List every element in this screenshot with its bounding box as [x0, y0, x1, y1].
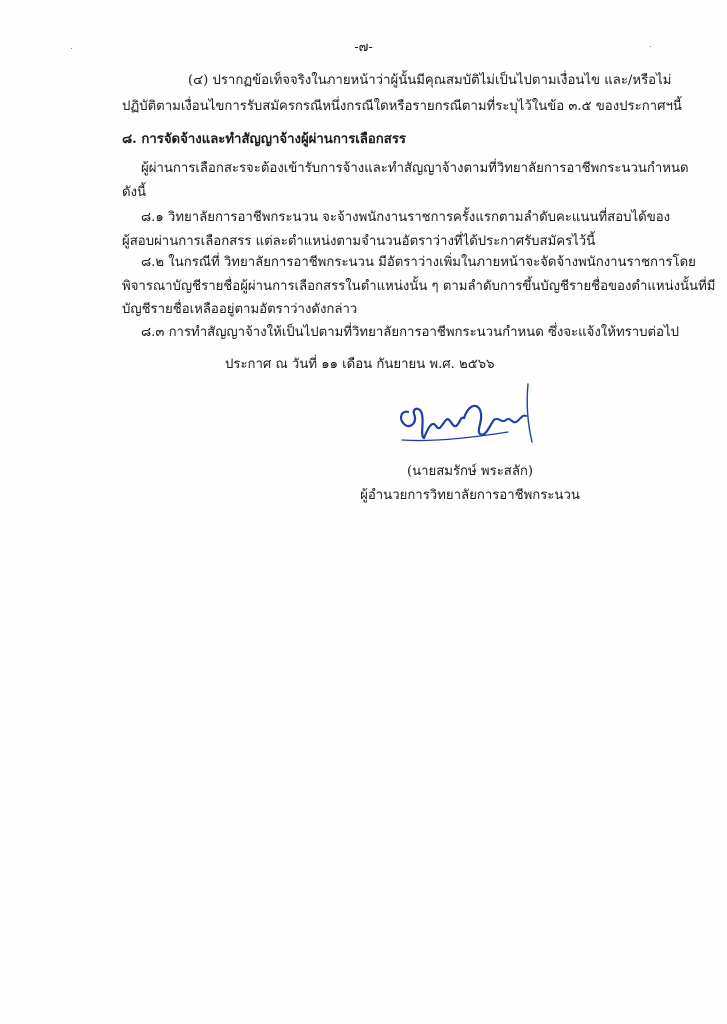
signer-title: ผู้อำนวยการวิทยาลัยการอาชีพกระนวน [360, 488, 580, 503]
section8-item3-line1: ๘.๓ การทำสัญญาจ้างให้เป็นไปตามที่วิทยาลัยการอาชีพกระนวนกำหนด ซึ่งจะแจ้งให้ทราบต่อไป [141, 325, 679, 340]
section8-item2-line3: บัญชีรายชื่อเหลืออยู่ตามอัตราว่างดังกล่าว [122, 302, 358, 317]
section8-intro-line1: ผู้ผ่านการเลือกสะรจะต้องเข้ารับการจ้างและทำสัญญาจ้างตามที่วิทยาลัยการอาชีพกระนวนกำหนด [141, 161, 689, 176]
scan-speck [650, 46, 651, 47]
section8-heading: ๘. การจัดจ้างและทำสัญญาจ้างผู้ผ่านการเลือกสรร [122, 132, 407, 147]
scan-speck [71, 48, 72, 49]
announcement-date: ประกาศ ณ วันที่ ๑๑ เดือน กันยายน พ.ศ. ๒๕๖๖ [225, 357, 495, 372]
section8-item2-line2: พิจารณาบัญชีรายชื่อผู้ผ่านการเลือกสรรในตำแหน่งนั้น ๆ ตามลำดับการขึ้นบัญชีรายชื่อของตำแหน่งนั้นที่มี [122, 279, 716, 294]
section4-item-line1: (๔) ปรากฏข้อเท็จจริงในภายหน้าว่าผู้นั้นมีคุณสมบัติไม่เป็นไปตามเงื่อนไข และ/หรือไม่ [188, 73, 672, 88]
signer-name: (นายสมรักษ์ พระสลัก) [406, 464, 534, 479]
section8-item2-line1: ๘.๒ ในกรณีที่ วิทยาลัยการอาชีพกระนวน มีอัตราว่างเพิ่มในภายหน้าจะจัดจ้างพนักงานราชการโดย [141, 255, 696, 270]
section4-item-line2: ปฏิบัติตามเงื่อนไขการรับสมัครกรณีหนึ่งกรณีใดหรือรายกรณีตามที่ระบุไว้ในข้อ ๓.๕ ของประกาศฯนี้ [122, 99, 682, 114]
section8-item1-line1: ๘.๑ วิทยาลัยการอาชีพกระนวน จะจ้างพนักงานราชการครั้งแรกตามลำดับคะแนนที่สอบได้ของ [141, 210, 671, 225]
section8-item1-line2: ผู้สอบผ่านการเลือกสรร แต่ละตำแหน่งตามจำนวนอัตราว่างที่ได้ประกาศรับสมัครไว้นี้ [122, 234, 596, 249]
page-number: -๗- [354, 40, 373, 55]
signature-image [390, 380, 550, 450]
section8-intro-line2: ดังนี้ [122, 185, 147, 200]
